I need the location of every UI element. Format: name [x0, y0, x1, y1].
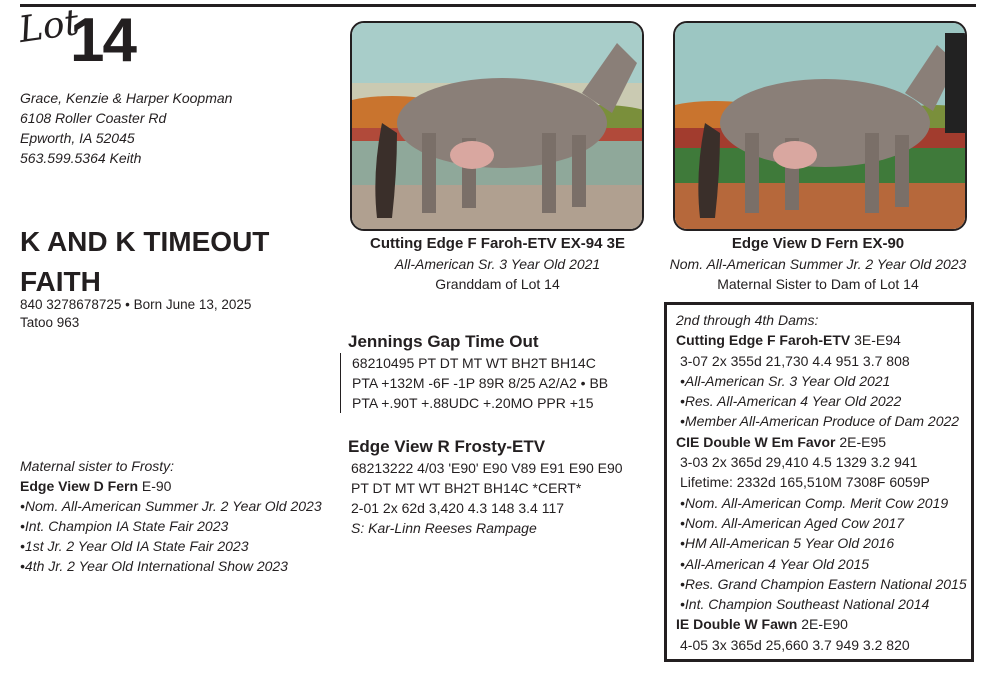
dam-achievement: •Member All-American Produce of Dam 2022 [680, 413, 960, 430]
sister-classification: E-90 [138, 478, 172, 494]
lot-number: 14 [70, 6, 135, 75]
dam-line: 68213222 4/03 'E90' E90 V89 E91 E90 E90 [351, 460, 623, 476]
dam-achievement: •Int. Champion Southeast National 2014 [680, 596, 930, 613]
animal-name: K AND K TIMEOUT FAITH [20, 226, 270, 297]
dam-achievement: •Nom. All-American Aged Cow 2017 [680, 514, 905, 531]
dam-classification: 2E-E95 [835, 433, 887, 450]
sire-section [340, 331, 608, 413]
dam-achievement: •Nom. All-American Comp. Merit Cow 2019 [680, 494, 949, 511]
sister-name-line [20, 476, 322, 496]
sister-achievement: •Nom. All-American Summer Jr. 2 Year Old 2023 [20, 498, 322, 514]
owner-street: 6108 Roller Coaster Rd [20, 110, 167, 126]
dam-achievement: •All-American Sr. 3 Year Old 2021 [680, 372, 891, 389]
owner-phone: 563.599.5364 Keith [20, 150, 142, 166]
dam-classification: 3E-E94 [850, 332, 901, 349]
sire-details [340, 353, 608, 413]
owner-address [20, 88, 232, 168]
dam-lifetime: Lifetime: 2332d 165,510M 7308F 6059P [680, 474, 930, 491]
maternal-sister-section [20, 456, 322, 576]
third-dam-name [676, 432, 971, 452]
dam-record: 4-05 3x 365d 25,660 3.7 949 3.2 820 [680, 636, 910, 653]
owner-city: Epworth, IA 52045 [20, 130, 135, 146]
sister-intro: Maternal sister to Frosty: [20, 458, 175, 474]
sister-achievement: •Int. Champion IA State Fair 2023 [20, 518, 229, 534]
dam-details [340, 458, 623, 538]
sister-achievement: •4th Jr. 2 Year Old International Show 2023 [20, 558, 288, 574]
granddam-title: All-American Sr. 3 Year Old 2021 [394, 256, 601, 272]
sister-photo-name: Edge View D Fern EX-90 [731, 235, 905, 252]
animal-info [20, 296, 251, 332]
dams-box [664, 302, 974, 662]
sister-photo [673, 21, 967, 231]
dam-name: Edge View R Frosty-ETV [348, 437, 546, 456]
dam-achievement: •Res. Grand Champion Eastern National 2015 [680, 575, 967, 592]
sister-photo-relation: Maternal Sister to Dam of Lot 14 [717, 276, 919, 292]
dam-name: CIE Double W Em Favor [676, 433, 836, 450]
sire-line: PTA +132M -6F -1P 89R 8/25 A2/A2 • BB [352, 375, 609, 391]
granddam-relation: Granddam of Lot 14 [435, 276, 560, 292]
sire-name: Jennings Gap Time Out [348, 332, 539, 351]
sister-photo-title: Nom. All-American Summer Jr. 2 Year Old 2023 [669, 256, 967, 272]
sire-line: PTA +.90T +.88UDC +.20MO PPR +15 [352, 395, 594, 411]
dam-classification: 2E-E90 [797, 616, 848, 633]
top-rule [20, 4, 976, 7]
dam-name: Cutting Edge F Faroh-ETV [676, 332, 851, 349]
granddam-photo [350, 21, 644, 231]
granddam-name: Cutting Edge F Faroh-ETV EX-94 3E [369, 235, 626, 252]
dam-line: 2-01 2x 62d 3,420 4.3 148 3.4 117 [351, 500, 565, 516]
dam-achievement: •HM All-American 5 Year Old 2016 [680, 535, 895, 552]
dam-achievement: •All-American 4 Year Old 2015 [680, 555, 870, 572]
dam-name: IE Double W Fawn [676, 616, 798, 633]
sister-caption [668, 234, 968, 294]
granddam-caption [345, 234, 650, 294]
registration-line: 840 3278678725 • Born June 13, 2025 [20, 297, 252, 312]
fourth-dam-name [676, 614, 971, 634]
cow-photo-image [675, 23, 965, 229]
sister-name: Edge View D Fern [20, 478, 138, 494]
sire-line: 68210495 PT DT MT WT BH2T BH14C [352, 355, 596, 371]
lot-label: Lot [16, 2, 82, 52]
second-dam-name [676, 330, 971, 350]
cow-photo-image [352, 23, 642, 229]
sister-achievement: •1st Jr. 2 Year Old IA State Fair 2023 [20, 538, 249, 554]
dam-line: PT DT MT WT BH2T BH14C *CERT* [351, 480, 582, 496]
dam-section [340, 436, 623, 538]
tattoo-line: Tatoo 963 [20, 315, 80, 330]
dam-record: 3-03 2x 365d 29,410 4.5 1329 3.2 941 [680, 454, 918, 471]
dam-record: 3-07 2x 355d 21,730 4.4 951 3.7 808 [680, 352, 910, 369]
dams-header: 2nd through 4th Dams: [676, 312, 819, 328]
dam-sire-line: S: Kar-Linn Reeses Rampage [351, 520, 537, 536]
dam-achievement: •Res. All-American 4 Year Old 2022 [680, 393, 902, 410]
owner-names: Grace, Kenzie & Harper Koopman [20, 90, 233, 106]
